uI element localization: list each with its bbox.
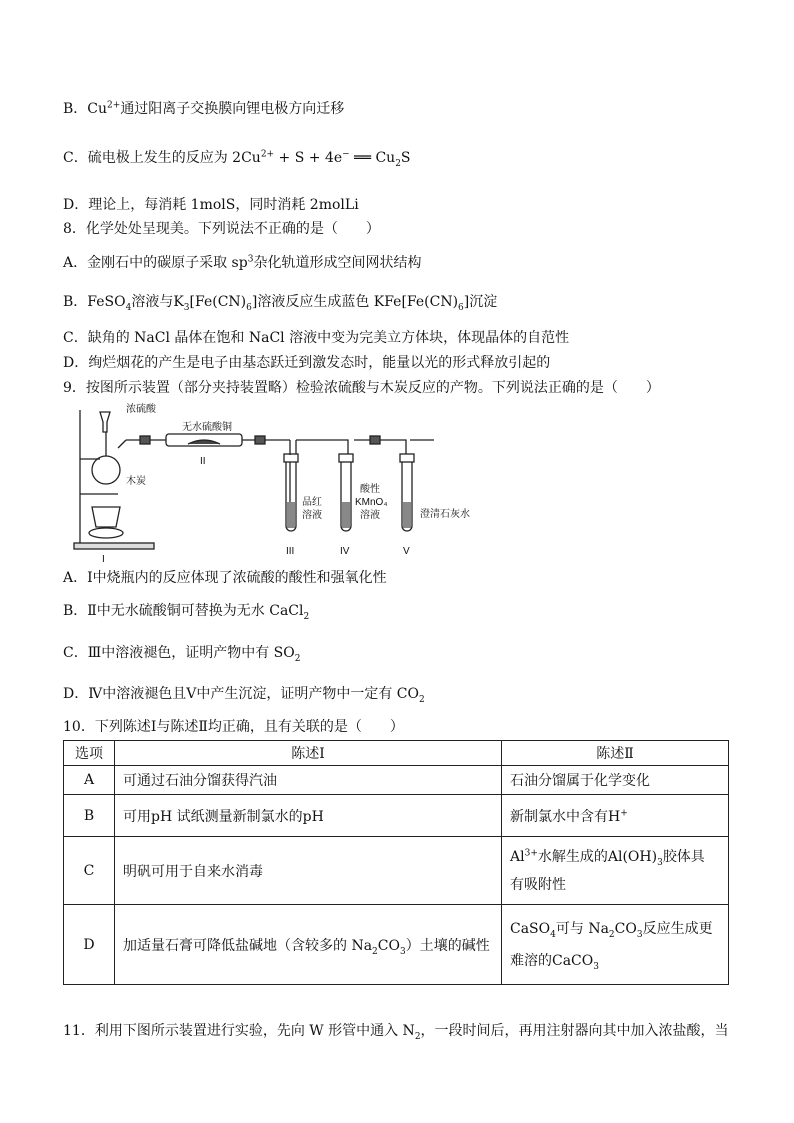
label-V-line1: 澄清石灰水 (420, 509, 470, 520)
label-I: I (102, 554, 105, 565)
label-V: V (403, 546, 410, 557)
table-row (64, 837, 729, 905)
table-header-row (64, 741, 729, 766)
experiment-apparatus-figure (70, 402, 470, 565)
q9-stem: 9．按图所示装置（部分夹持装置略）检验浓硫酸与木炭反应的产物。下列说法正确的是（ ） (63, 380, 660, 396)
label-IV-line3: 溶液 (360, 510, 380, 521)
label-III: III (286, 546, 295, 557)
label-III-line2: 溶液 (302, 510, 322, 521)
q8-option-a: A．金刚石中的碳原子采取 $sp^3$杂化轨道形成空间网状结构 (63, 254, 422, 271)
row-d-statement-1: 加适量石膏可降低盐碱地（含较多的 $Na_2CO_3$）土壤的碱性 (115, 905, 502, 985)
row-c-statement-2: $Al^{3+}$水解生成的$Al(OH)_3$胶体具 有吸附性 (502, 837, 729, 905)
q8-option-b: B．FeSO$_4$溶液与$K_3[Fe(CN)_6]$溶液反应生成蓝色 $KFe[Fe(CN)_6]$沉淀 (63, 294, 498, 313)
row-a-option: A (64, 766, 115, 795)
row-c-statement-1: 明矾可用于自来水消毒 (115, 837, 502, 905)
label-III-line1: 品红 (302, 497, 322, 508)
q8-stem: 8．化学处处呈现美。下列说法不正确的是（ ） (63, 221, 380, 237)
q9-option-c: C．Ⅲ中溶液褪色，证明产物中有 $SO_2$ (63, 645, 301, 664)
label-conc-sulfuric-acid: 浓硫酸 (126, 404, 156, 415)
row-b-option: B (64, 795, 115, 837)
q7-option-d: D．理论上，每消耗 1molS，同时消耗 2molLi (63, 197, 359, 213)
label-anhydrous-cuso4: 无水硫酸铜 (182, 422, 232, 433)
row-d-option: D (64, 905, 115, 985)
label-IV-line1: 酸性 (360, 484, 380, 495)
table-row (64, 795, 729, 837)
header-statement-2: 陈述Ⅱ (502, 741, 729, 766)
q7-option-c: C．硫电极上发生的反应为 $2Cu^{2+} + S + 4e^-$ ══ $Cu_2S$ (63, 149, 411, 169)
label-charcoal: 木炭 (126, 476, 146, 487)
row-c-option: C (64, 837, 115, 905)
row-b-statement-1: 可用pH 试纸测量新制氯水的pH (115, 795, 502, 837)
table-row (64, 905, 729, 985)
q9-option-b: B．Ⅱ中无水硫酸铜可替换为无水 CaCl$_2$ (63, 603, 310, 622)
table-row (64, 766, 729, 795)
q8-option-c: C．缺角的 NaCl 晶体在饱和 NaCl 溶液中变为完美立方体块，体现晶体的自范性 (63, 330, 570, 346)
label-IV-line2: KMnO₄ (355, 497, 388, 508)
q9-option-d: D．Ⅳ中溶液褪色且Ⅴ中产生沉淀，证明产物中一定有 $CO_2$ (63, 686, 425, 705)
header-statement-1: 陈述Ⅰ (115, 741, 502, 766)
q9-option-a: A．Ⅰ中烧瓶内的反应体现了浓硫酸的酸性和强氧化性 (63, 570, 387, 586)
row-d-statement-2: CaSO$_4$可与 $Na_2CO_3$反应生成更 难溶的CaCO$_3$ (502, 905, 729, 985)
label-II: II (200, 456, 206, 467)
q7-option-b: B．$Cu^{2+}$通过阳离子交换膜向锂电极方向迁移 (63, 100, 345, 117)
row-b-statement-2: 新制氯水中含有H+ (502, 795, 729, 837)
q10-table (63, 740, 729, 985)
q11-stem: 11．利用下图所示装置进行实验，先向 W 形管中通入 $N_2$，一段时间后，再用注射器向其中加入浓盐酸，当 (63, 1023, 729, 1042)
header-option: 选项 (64, 741, 115, 766)
row-a-statement-1: 可通过石油分馏获得汽油 (115, 766, 502, 795)
row-a-statement-2: 石油分馏属于化学变化 (502, 766, 729, 795)
label-IV: IV (340, 546, 350, 557)
q8-option-d: D．绚烂烟花的产生是电子由基态跃迁到激发态时，能量以光的形式释放引起的 (63, 355, 551, 371)
q10-stem: 10．下列陈述Ⅰ与陈述Ⅱ均正确，且有关联的是（ ） (63, 719, 404, 735)
